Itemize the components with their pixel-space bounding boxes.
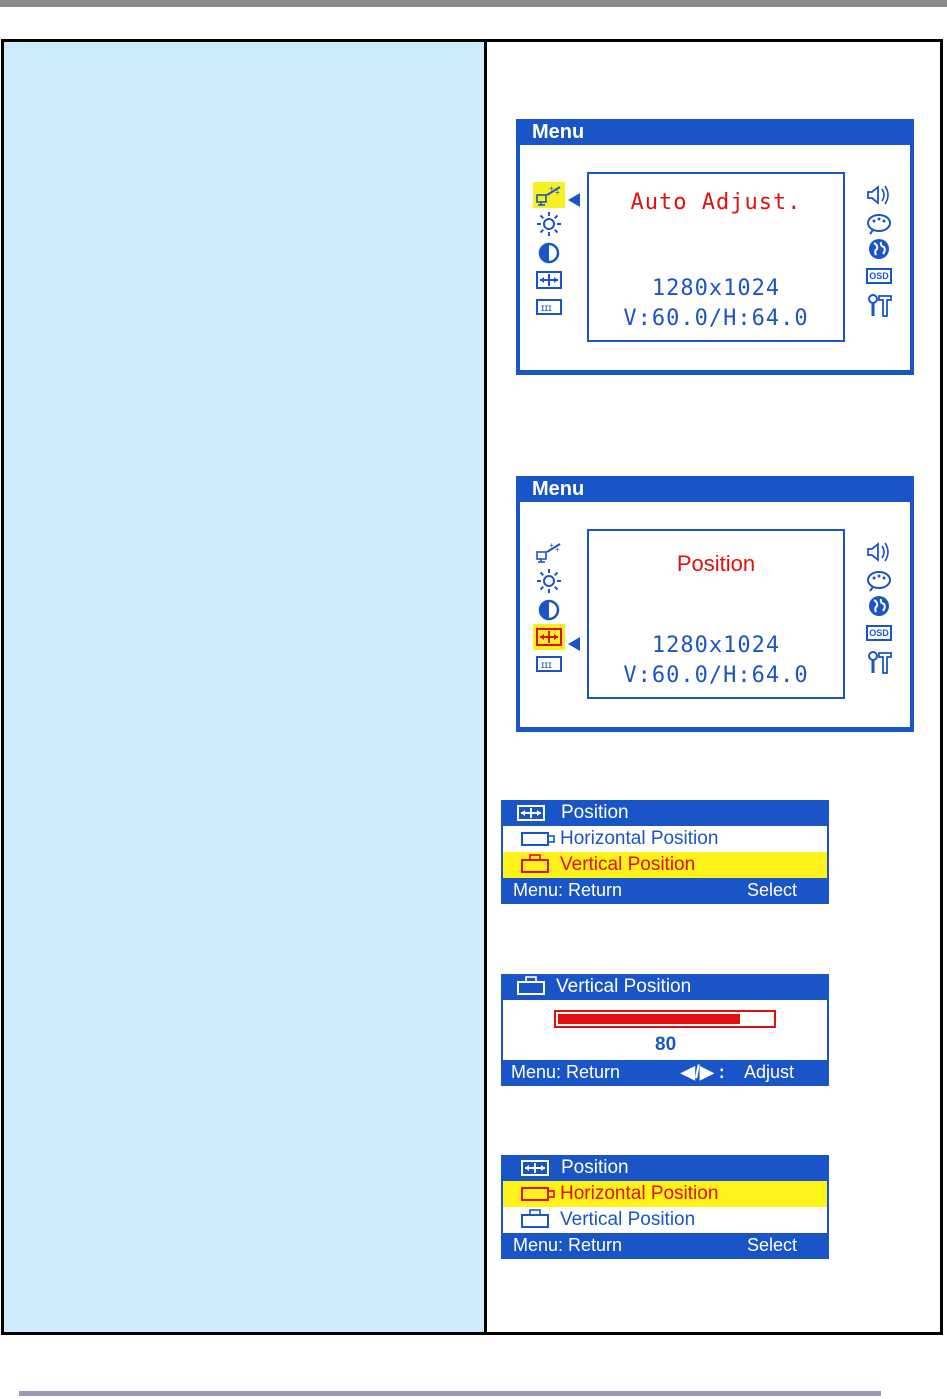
position-icon — [521, 1160, 549, 1176]
submenu-header — [501, 1155, 829, 1181]
vertical-position-item[interactable] — [503, 1207, 827, 1233]
menu-return-hint: Menu: Return — [513, 880, 623, 900]
resolution-text: 1280x1024 — [651, 633, 781, 658]
vertical-position-icon — [521, 1209, 551, 1229]
svg-text:+: + — [549, 541, 554, 550]
tools-icon[interactable] — [863, 292, 895, 318]
column-divider — [484, 42, 487, 1332]
osd-icon[interactable]: OSD — [863, 620, 895, 646]
adjust-footer — [501, 1061, 829, 1085]
vertical-position-label: Vertical Position — [560, 854, 696, 875]
submenu-title: Position — [561, 1157, 629, 1178]
vertical-position-slider[interactable] — [554, 1010, 776, 1028]
horizontal-position-icon — [521, 831, 557, 847]
horizontal-position-icon — [521, 1186, 557, 1202]
position-submenu-vertical-selected — [501, 800, 829, 904]
menu-body — [520, 502, 910, 727]
osd-icon[interactable]: OSD — [863, 263, 895, 289]
contrast-icon[interactable] — [533, 240, 565, 266]
audio-icon[interactable] — [863, 182, 895, 208]
menu-item-label: Auto Adjust. — [630, 190, 802, 215]
menu-item-label: Position — [676, 551, 756, 576]
vertical-position-icon — [521, 854, 551, 874]
adjust-hint: Adjust — [744, 1062, 795, 1082]
position-icon[interactable] — [533, 624, 565, 650]
osd-menu-panel-position — [516, 476, 914, 732]
submenu-header — [501, 800, 829, 826]
tools-icon[interactable] — [863, 649, 895, 675]
language-icon[interactable] — [863, 593, 895, 619]
brightness-icon[interactable] — [533, 568, 565, 594]
frequency-text: V:60.0/H:64.0 — [623, 306, 809, 331]
submenu-footer — [501, 1234, 829, 1258]
left-right-arrows-icon: ◀/▶ : — [681, 1062, 725, 1082]
select-hint: Select — [747, 1235, 798, 1255]
select-hint: Select — [747, 880, 798, 900]
position-icon — [517, 805, 545, 821]
vertical-position-adjust-panel — [501, 974, 829, 1086]
brightness-icon[interactable] — [533, 211, 565, 237]
audio-icon[interactable] — [863, 539, 895, 565]
menu-return-hint: Menu: Return — [513, 1235, 623, 1255]
top-rule — [0, 0, 947, 7]
adjust-header — [501, 974, 829, 1000]
osd-menu-panel-auto-adjust — [516, 119, 914, 375]
svg-text:ɪɪɪ: ɪɪɪ — [541, 660, 552, 671]
menu-info-screen — [587, 172, 845, 342]
svg-text:+: + — [549, 184, 554, 193]
vertical-position-icon — [517, 976, 547, 996]
frequency-text: V:60.0/H:64.0 — [623, 663, 809, 688]
menu-title: Menu — [532, 478, 585, 500]
color-icon[interactable] — [863, 568, 895, 594]
horizontal-position-label: Horizontal Position — [560, 828, 719, 849]
selection-arrow — [568, 193, 580, 207]
svg-text:ɪɪɪ: ɪɪɪ — [541, 303, 552, 314]
horizontal-position-item[interactable] — [503, 826, 827, 852]
contrast-icon[interactable] — [533, 597, 565, 623]
adjust-title: Vertical Position — [556, 976, 692, 997]
slider-value: 80 — [655, 1034, 677, 1055]
submenu-title: Position — [561, 802, 629, 823]
menu-return-hint: Menu: Return — [511, 1062, 621, 1082]
slider-fill — [558, 1014, 740, 1024]
position-submenu-horizontal-selected — [501, 1155, 829, 1259]
vertical-position-label: Vertical Position — [560, 1209, 696, 1230]
resolution-text: 1280x1024 — [651, 276, 781, 301]
position-icon[interactable] — [533, 267, 565, 293]
submenu-footer — [501, 879, 829, 903]
left-instruction-column — [4, 42, 484, 1332]
language-icon[interactable] — [863, 236, 895, 262]
svg-text:+: + — [555, 188, 560, 197]
menu-info-screen — [587, 529, 845, 699]
svg-text:+: + — [555, 545, 560, 554]
auto-adjust-icon[interactable] — [533, 539, 565, 565]
size-icon[interactable] — [533, 651, 565, 677]
horizontal-position-label: Horizontal Position — [560, 1183, 719, 1204]
auto-adjust-icon[interactable] — [533, 182, 565, 208]
selection-arrow — [568, 637, 580, 651]
footer-rule — [19, 1391, 881, 1396]
color-icon[interactable] — [863, 211, 895, 237]
menu-body — [520, 145, 910, 370]
horizontal-position-item[interactable] — [503, 1181, 827, 1207]
adjust-body — [503, 1000, 827, 1060]
vertical-position-item[interactable] — [503, 852, 827, 878]
menu-title: Menu — [532, 121, 585, 143]
size-icon[interactable] — [533, 294, 565, 320]
